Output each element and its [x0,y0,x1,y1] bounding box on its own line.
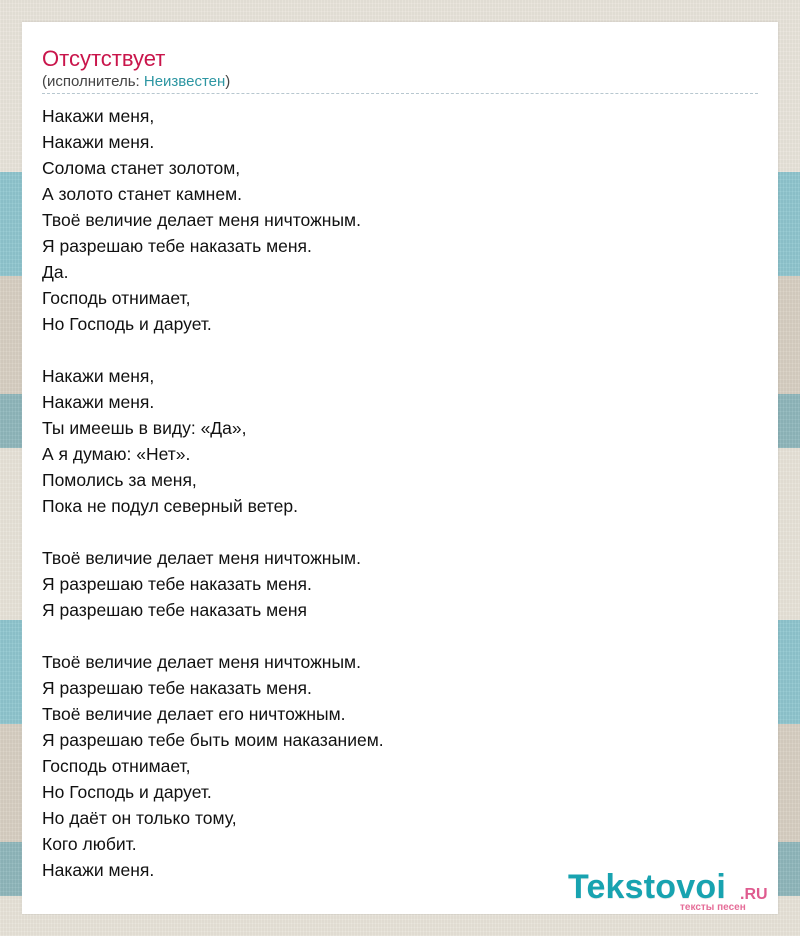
lyric-line: Накажи меня, [42,366,155,386]
lyrics-text [42,103,732,883]
lyric-line: Помолись за меня, [42,470,197,490]
lyric-line: Твоё величие делает меня ничтожным. [42,548,361,568]
artist-link[interactable]: Неизвестен [143,73,226,90]
lyric-line: Да. [42,262,69,282]
logo-tagline: тексты песен [680,902,746,913]
lyric-line: Но Господь и дарует. [42,782,212,802]
lyric-line: Пока не подул северный ветер. [42,496,299,516]
lyric-line: Твоё величие делает его ничтожным. [42,704,346,724]
lyric-line: Накажи меня. [42,132,155,152]
lyric-line: Я разрешаю тебе наказать меня [42,600,308,620]
lyric-line: Я разрешаю тебе наказать меня. [42,236,312,256]
performer-line [42,72,758,94]
lyric-line: Твоё величие делает меня ничтожным. [42,652,361,672]
stanza-break [42,337,732,363]
lyric-line: Солома станет золотом, [42,158,241,178]
lyric-line: Господь отнимает, [42,756,191,776]
lyric-line: А золото станет камнем. [42,184,242,204]
stanza-break [42,623,732,649]
lyric-line: А я думаю: «Нет». [42,444,191,464]
stanza-break [42,519,732,545]
performer-prefix: (исполнитель: [42,73,144,90]
lyric-line: Но даёт он только тому, [42,808,237,828]
lyric-line: Господь отнимает, [42,288,191,308]
site-logo [568,868,778,914]
logo-wordmark: Tekstovoi [568,868,726,906]
lyric-line: Я разрешаю тебе быть моим наказанием. [42,730,384,750]
performer-suffix: ) [225,73,231,90]
lyric-line: Твоё величие делает меня ничтожным. [42,210,361,230]
lyric-line: Я разрешаю тебе наказать меня. [42,574,312,594]
lyric-line: Но Господь и дарует. [42,314,212,334]
lyric-line: Я разрешаю тебе наказать меня. [42,678,312,698]
logo-domain: .RU [740,886,768,903]
lyrics-card [22,22,778,914]
lyric-line: Накажи меня. [42,392,155,412]
lyric-line: Накажи меня, [42,106,155,126]
lyric-line: Ты имеешь в виду: «Да», [42,418,247,438]
lyric-line: Накажи меня. [42,860,155,880]
lyric-line: Кого любит. [42,834,137,854]
song-title: Отсутствует [42,46,166,71]
